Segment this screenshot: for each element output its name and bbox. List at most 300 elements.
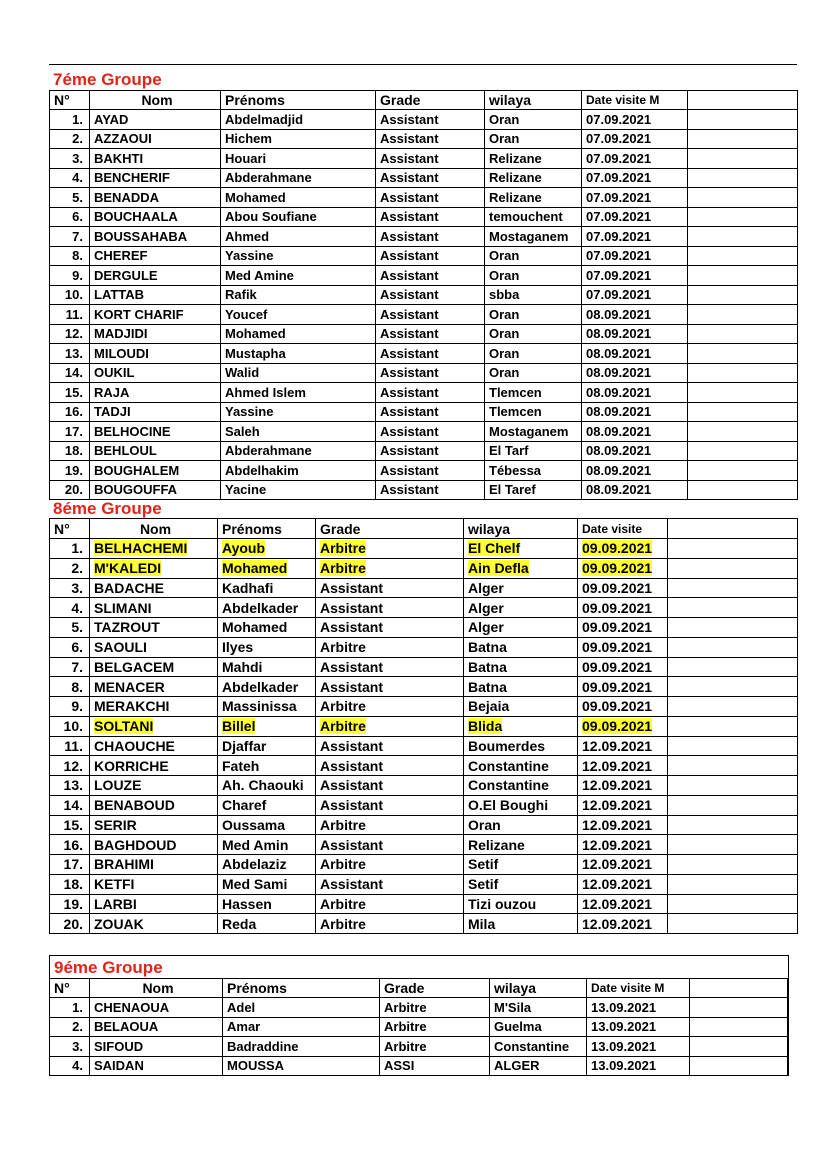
table-row	[50, 188, 798, 208]
grade: Assistant	[376, 246, 485, 266]
first-name: Reda	[218, 914, 316, 934]
row-number: 6.	[50, 207, 90, 227]
grade: Arbitre	[316, 914, 464, 934]
table-row	[50, 324, 798, 344]
first-name: Med Amin	[218, 835, 316, 855]
grade: Assistant	[316, 756, 464, 776]
grade: Arbitre	[380, 1017, 490, 1037]
column-header: wilaya	[490, 979, 587, 998]
empty-cell	[688, 441, 798, 461]
row-number: 18.	[50, 874, 90, 894]
first-name: Badraddine	[223, 1037, 380, 1057]
visit-date: 12.09.2021	[578, 894, 668, 914]
last-name: MERAKCHI	[90, 697, 218, 717]
row-number: 3.	[50, 149, 90, 169]
last-name: DERGULE	[90, 266, 221, 286]
visit-date: 12.09.2021	[578, 855, 668, 875]
group-8-table	[49, 518, 798, 934]
grade: Assistant	[316, 598, 464, 618]
table-row	[50, 1037, 788, 1057]
row-number: 1.	[50, 110, 90, 130]
table-row	[50, 363, 798, 383]
highlighted-text: Arbitre	[320, 540, 366, 557]
row-number: 11.	[50, 736, 90, 756]
last-name: BRAHIMI	[90, 855, 218, 875]
visit-date: 07.09.2021	[582, 285, 688, 305]
empty-cell	[668, 855, 798, 875]
header-row	[50, 979, 788, 998]
table-row	[50, 716, 798, 736]
highlighted-text: Billel	[222, 718, 256, 735]
table-row	[50, 697, 798, 717]
last-name: AYAD	[90, 110, 221, 130]
first-name: Abdelaziz	[218, 855, 316, 875]
wilaya: Mostaganem	[485, 227, 582, 247]
first-name: Hassen	[218, 894, 316, 914]
wilaya: Oran	[485, 266, 582, 286]
row-number: 13.	[50, 776, 90, 796]
wilaya: Alger	[464, 578, 578, 598]
visit-date: 08.09.2021	[582, 422, 688, 442]
highlighted-text: 09.09.2021	[582, 560, 653, 577]
first-name: Hichem	[221, 129, 376, 149]
wilaya: Relizane	[485, 188, 582, 208]
grade: Assistant	[316, 874, 464, 894]
grade: Assistant	[376, 110, 485, 130]
visit-date: 09.09.2021	[578, 657, 668, 677]
highlighted-text: Ayoub	[222, 540, 266, 557]
first-name	[218, 716, 316, 736]
empty-cell	[688, 129, 798, 149]
column-header	[688, 91, 798, 110]
column-header	[690, 979, 788, 998]
table-row	[50, 874, 798, 894]
first-name: Youcef	[221, 305, 376, 325]
first-name: Massinissa	[218, 697, 316, 717]
visit-date: 12.09.2021	[578, 736, 668, 756]
empty-cell	[668, 914, 798, 934]
empty-cell	[668, 677, 798, 697]
column-header	[668, 519, 798, 539]
empty-cell	[668, 558, 798, 578]
row-number: 12.	[50, 756, 90, 776]
empty-cell	[688, 402, 798, 422]
visit-date: 12.09.2021	[578, 815, 668, 835]
wilaya: Guelma	[490, 1017, 587, 1037]
table-row	[50, 736, 798, 756]
visit-date	[578, 539, 668, 559]
visit-date: 07.09.2021	[582, 129, 688, 149]
empty-cell	[668, 598, 798, 618]
last-name	[90, 558, 218, 578]
group-7-table	[49, 90, 798, 500]
grade: Assistant	[376, 422, 485, 442]
highlighted-text: M'KALEDI	[94, 560, 162, 577]
visit-date	[578, 716, 668, 736]
table-row	[50, 855, 798, 875]
row-number: 7.	[50, 227, 90, 247]
grade: Assistant	[316, 677, 464, 697]
first-name	[218, 558, 316, 578]
empty-cell	[688, 480, 798, 500]
group-title: 9éme Groupe	[54, 958, 163, 977]
table-row	[50, 344, 798, 364]
first-name: Abdelkader	[218, 677, 316, 697]
first-name: Fateh	[218, 756, 316, 776]
first-name: Kadhafi	[218, 578, 316, 598]
last-name: LOUZE	[90, 776, 218, 796]
row-number: 16.	[50, 402, 90, 422]
row-number: 12.	[50, 324, 90, 344]
first-name: Amar	[223, 1017, 380, 1037]
row-number: 3.	[50, 1037, 90, 1057]
last-name: KETFI	[90, 874, 218, 894]
visit-date: 08.09.2021	[582, 441, 688, 461]
group-8-block	[49, 498, 798, 934]
grade: ASSI	[380, 1056, 490, 1076]
last-name: ZOUAK	[90, 914, 218, 934]
wilaya: Constantine	[490, 1037, 587, 1057]
wilaya: El Taref	[485, 480, 582, 500]
wilaya: Tlemcen	[485, 383, 582, 403]
table-row	[50, 305, 798, 325]
table-row	[50, 110, 798, 130]
wilaya: Relizane	[485, 168, 582, 188]
grade: Arbitre	[316, 894, 464, 914]
empty-cell	[688, 363, 798, 383]
grade: Assistant	[376, 188, 485, 208]
last-name: SAOULI	[90, 637, 218, 657]
last-name: CHAOUCHE	[90, 736, 218, 756]
wilaya: Oran	[485, 246, 582, 266]
grade	[316, 539, 464, 559]
column-header: N°	[50, 519, 90, 539]
empty-cell	[668, 874, 798, 894]
empty-cell	[668, 618, 798, 638]
last-name: BAGHDOUD	[90, 835, 218, 855]
first-name: Walid	[221, 363, 376, 383]
last-name: SERIR	[90, 815, 218, 835]
column-header: Nom	[90, 979, 223, 998]
row-number: 13.	[50, 344, 90, 364]
wilaya: Oran	[485, 305, 582, 325]
row-number: 20.	[50, 480, 90, 500]
first-name: Mohamed	[218, 618, 316, 638]
header-row	[50, 91, 798, 110]
highlighted-text: Ain Defla	[468, 560, 529, 577]
first-name: Ah. Chaouki	[218, 776, 316, 796]
column-header: Nom	[90, 91, 221, 110]
wilaya: temouchent	[485, 207, 582, 227]
last-name: BADACHE	[90, 578, 218, 598]
grade: Assistant	[376, 149, 485, 169]
highlighted-text: Arbitre	[320, 560, 366, 577]
first-name: Yacine	[221, 480, 376, 500]
table-row	[50, 894, 798, 914]
wilaya: Tébessa	[485, 461, 582, 481]
first-name: MOUSSA	[223, 1056, 380, 1076]
grade: Arbitre	[316, 855, 464, 875]
highlighted-text: Mohamed	[222, 560, 288, 577]
grade: Assistant	[316, 618, 464, 638]
highlighted-text: Blida	[468, 718, 503, 735]
empty-cell	[668, 697, 798, 717]
table-row	[50, 657, 798, 677]
first-name: Mohamed	[221, 188, 376, 208]
visit-date: 12.09.2021	[578, 776, 668, 796]
first-name: Abou Soufiane	[221, 207, 376, 227]
empty-cell	[668, 716, 798, 736]
column-header: N°	[50, 979, 90, 998]
column-header: Grade	[316, 519, 464, 539]
table-row	[50, 539, 798, 559]
grade: Assistant	[376, 441, 485, 461]
visit-date: 08.09.2021	[582, 461, 688, 481]
table-row	[50, 1017, 788, 1037]
wilaya: Oran	[485, 324, 582, 344]
first-name: Oussama	[218, 815, 316, 835]
visit-date: 08.09.2021	[582, 324, 688, 344]
last-name: BOUSSAHABA	[90, 227, 221, 247]
row-number: 4.	[50, 1056, 90, 1076]
first-name: Mahdi	[218, 657, 316, 677]
grade: Assistant	[316, 736, 464, 756]
row-number: 17.	[50, 855, 90, 875]
highlighted-text: El Chelf	[468, 540, 521, 557]
row-number: 19.	[50, 461, 90, 481]
last-name: AZZAOUI	[90, 129, 221, 149]
empty-cell	[668, 756, 798, 776]
row-number: 1.	[50, 539, 90, 559]
visit-date: 09.09.2021	[578, 697, 668, 717]
grade: Assistant	[316, 835, 464, 855]
first-name: Med Sami	[218, 874, 316, 894]
row-number: 1.	[50, 998, 90, 1018]
wilaya: O.El Boughi	[464, 795, 578, 815]
row-number: 9.	[50, 697, 90, 717]
wilaya: Relizane	[485, 149, 582, 169]
grade: Assistant	[376, 207, 485, 227]
first-name: Yassine	[221, 402, 376, 422]
row-number: 10.	[50, 285, 90, 305]
first-name: Houari	[221, 149, 376, 169]
first-name: Abdelmadjid	[221, 110, 376, 130]
last-name: BOUCHAALA	[90, 207, 221, 227]
row-number: 2.	[50, 1017, 90, 1037]
column-header: Date visite M	[587, 979, 690, 998]
wilaya	[464, 558, 578, 578]
row-number: 7.	[50, 657, 90, 677]
highlighted-text: 09.09.2021	[582, 540, 653, 557]
empty-cell	[668, 815, 798, 835]
grade: Assistant	[376, 168, 485, 188]
empty-cell	[688, 168, 798, 188]
row-number: 17.	[50, 422, 90, 442]
first-name: Mohamed	[221, 324, 376, 344]
visit-date: 12.09.2021	[578, 795, 668, 815]
visit-date: 07.09.2021	[582, 227, 688, 247]
grade	[316, 716, 464, 736]
top-rule	[49, 64, 797, 65]
grade: Assistant	[376, 344, 485, 364]
visit-date: 09.09.2021	[578, 598, 668, 618]
row-number: 15.	[50, 383, 90, 403]
table-row	[50, 246, 798, 266]
group-title: 7éme Groupe	[53, 70, 162, 89]
first-name: Ahmed Islem	[221, 383, 376, 403]
last-name	[90, 716, 218, 736]
last-name: BENADDA	[90, 188, 221, 208]
empty-cell	[688, 305, 798, 325]
empty-cell	[688, 324, 798, 344]
last-name: LARBI	[90, 894, 218, 914]
column-header: Date visite	[578, 519, 668, 539]
highlighted-text: BELHACHEMI	[94, 540, 188, 557]
header-row	[50, 519, 798, 539]
grade: Assistant	[376, 402, 485, 422]
empty-cell	[690, 1056, 788, 1076]
table-row	[50, 480, 798, 500]
column-header: wilaya	[464, 519, 578, 539]
first-name: Adel	[223, 998, 380, 1018]
wilaya: Oran	[464, 815, 578, 835]
empty-cell	[668, 795, 798, 815]
visit-date: 08.09.2021	[582, 480, 688, 500]
visit-date: 08.09.2021	[582, 402, 688, 422]
visit-date: 07.09.2021	[582, 168, 688, 188]
table-row	[50, 815, 798, 835]
wilaya: Oran	[485, 363, 582, 383]
empty-cell	[690, 1037, 788, 1057]
row-number: 8.	[50, 246, 90, 266]
row-number: 9.	[50, 266, 90, 286]
group-title: 8éme Groupe	[53, 499, 162, 518]
visit-date: 09.09.2021	[578, 637, 668, 657]
empty-cell	[668, 637, 798, 657]
last-name: MILOUDI	[90, 344, 221, 364]
wilaya: Oran	[485, 344, 582, 364]
last-name: KORRICHE	[90, 756, 218, 776]
visit-date: 12.09.2021	[578, 874, 668, 894]
last-name: BENCHERIF	[90, 168, 221, 188]
last-name: TADJI	[90, 402, 221, 422]
visit-date: 09.09.2021	[578, 618, 668, 638]
table-row	[50, 227, 798, 247]
grade: Assistant	[376, 227, 485, 247]
row-number: 4.	[50, 598, 90, 618]
last-name: LATTAB	[90, 285, 221, 305]
row-number: 15.	[50, 815, 90, 835]
empty-cell	[688, 110, 798, 130]
table-row	[50, 168, 798, 188]
row-number: 4.	[50, 168, 90, 188]
wilaya	[464, 539, 578, 559]
wilaya: Mostaganem	[485, 422, 582, 442]
grade: Assistant	[376, 129, 485, 149]
first-name: Mustapha	[221, 344, 376, 364]
last-name: BAKHTI	[90, 149, 221, 169]
wilaya: Oran	[485, 110, 582, 130]
wilaya: Bejaia	[464, 697, 578, 717]
table-row	[50, 1056, 788, 1076]
row-number: 3.	[50, 578, 90, 598]
table-row	[50, 461, 798, 481]
visit-date	[578, 558, 668, 578]
table-row	[50, 558, 798, 578]
row-number: 18.	[50, 441, 90, 461]
empty-cell	[668, 578, 798, 598]
visit-date: 07.09.2021	[582, 207, 688, 227]
empty-cell	[688, 285, 798, 305]
wilaya: Batna	[464, 637, 578, 657]
table-row	[50, 402, 798, 422]
row-number: 19.	[50, 894, 90, 914]
empty-cell	[668, 894, 798, 914]
wilaya: Alger	[464, 618, 578, 638]
wilaya: Alger	[464, 598, 578, 618]
last-name: RAJA	[90, 383, 221, 403]
grade: Arbitre	[316, 697, 464, 717]
wilaya: Oran	[485, 129, 582, 149]
first-name: Ilyes	[218, 637, 316, 657]
last-name: SLIMANI	[90, 598, 218, 618]
first-name: Abdelkader	[218, 598, 316, 618]
last-name: BELHOCINE	[90, 422, 221, 442]
first-name: Saleh	[221, 422, 376, 442]
last-name: BOUGHALEM	[90, 461, 221, 481]
column-header: wilaya	[485, 91, 582, 110]
table-row	[50, 756, 798, 776]
visit-date: 07.09.2021	[582, 110, 688, 130]
grade: Assistant	[376, 383, 485, 403]
row-number: 14.	[50, 795, 90, 815]
table-row	[50, 835, 798, 855]
row-number: 20.	[50, 914, 90, 934]
table-row	[50, 578, 798, 598]
table-row	[50, 998, 788, 1018]
column-header: Grade	[380, 979, 490, 998]
last-name: BELAOUA	[90, 1017, 223, 1037]
highlighted-text: Arbitre	[320, 718, 366, 735]
last-name: TAZROUT	[90, 618, 218, 638]
grade: Assistant	[376, 285, 485, 305]
table-row	[50, 149, 798, 169]
group-9-block	[49, 955, 789, 1076]
row-number: 11.	[50, 305, 90, 325]
grade: Assistant	[376, 324, 485, 344]
column-header: Grade	[376, 91, 485, 110]
empty-cell	[688, 383, 798, 403]
table-row	[50, 129, 798, 149]
grade: Assistant	[376, 480, 485, 500]
wilaya: Constantine	[464, 756, 578, 776]
wilaya: Batna	[464, 677, 578, 697]
last-name: BOUGOUFFA	[90, 480, 221, 500]
column-header: Prénoms	[218, 519, 316, 539]
empty-cell	[688, 149, 798, 169]
grade	[316, 558, 464, 578]
visit-date: 07.09.2021	[582, 246, 688, 266]
table-row	[50, 776, 798, 796]
last-name: MENACER	[90, 677, 218, 697]
wilaya: Constantine	[464, 776, 578, 796]
first-name: Djaffar	[218, 736, 316, 756]
visit-date: 12.09.2021	[578, 835, 668, 855]
empty-cell	[668, 736, 798, 756]
first-name: Abdelhakim	[221, 461, 376, 481]
last-name: BELGACEM	[90, 657, 218, 677]
wilaya: Setif	[464, 855, 578, 875]
